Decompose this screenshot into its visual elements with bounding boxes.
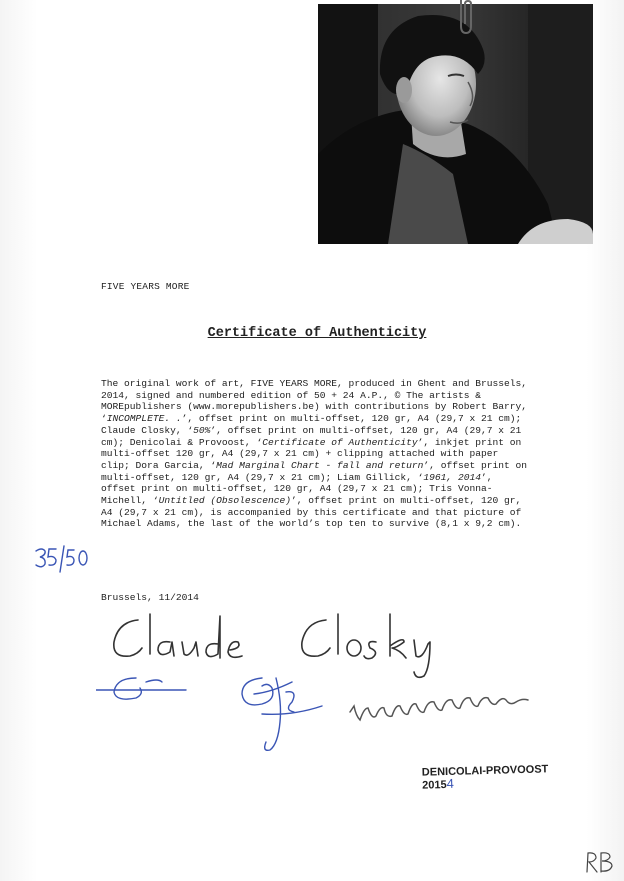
body-text-segment: ’, offset print on multi-offset, 120 gr, A4 (29,7 x 21 cm); Claude Closky, ‘ (101, 413, 522, 436)
stamp-year: 2015 (422, 779, 447, 792)
body-text-segment: ’, offset print on multi-offset, 120 gr, A4 (29,7 x 21 cm); Liam Gillick, ‘ (101, 459, 528, 483)
signature-grey-right (346, 686, 536, 731)
artwork-title-italic: 50% (193, 424, 211, 436)
body-text-segment: ’, offset print on multi-offset, 120 gr, A4 (29,7 x 21 cm), is accompanied by this certificate and that picture of Michael Adams, the last of the world’s top ten to survive (8,1 x 9,2 cm). (101, 495, 522, 530)
artwork-title-italic: INCOMPLETE. . (106, 413, 182, 425)
handwritten-initials (584, 850, 616, 879)
artwork-title-italic: 1961, 2014 (423, 471, 481, 483)
handwritten-edition-number (34, 545, 94, 575)
certificate-title: Certificate of Authenticity (207, 326, 427, 341)
body-text-segment: ’, offset print on multi-offset, 120 gr, A4 (29,7 x 21 cm); Denicolai & Provoost, ‘ (101, 424, 522, 448)
portrait-photo (318, 4, 593, 244)
signature-blue-center (232, 672, 332, 759)
artwork-title-italic: Mad Marginal Chart - fall and return (216, 459, 424, 471)
artwork-title-label: FIVE YEARS MORE (101, 281, 190, 292)
body-text-segment: ’, offset print on multi-offset, 120 gr, A4 (29,7 x 21 cm); Tris Vonna-Michell, ‘ (101, 471, 493, 507)
artwork-title-italic: Certificate of Authenticity (262, 436, 418, 448)
signature-blue-left (96, 670, 196, 715)
stamp-year-correction: 4 (446, 775, 455, 792)
artist-stamp (422, 764, 549, 791)
artwork-title-italic: Untitled (Obsolescence) (158, 495, 291, 507)
body-text-segment: ’, inkjet print on multi-offset 120 gr, A4 (29,7 x 21 cm) + clipping attached with paper clip; Dora Garcia, ‘ (101, 436, 522, 471)
stamp-artist-names: DENICOLAI-PROVOOST (421, 763, 549, 779)
certificate-body-text (101, 378, 531, 530)
place-and-date: Brussels, 11/2014 (101, 592, 199, 603)
paper-clip-icon (456, 0, 476, 36)
body-text-segment: The original work of art, FIVE YEARS MORE, produced in Ghent and Brussels, 2014, signed and numbered edition of 50 + 24 A.P., © The artists & MOREpublishers (www.morepublishers.be) with contributions by Robert Barry, ‘ (101, 378, 528, 425)
